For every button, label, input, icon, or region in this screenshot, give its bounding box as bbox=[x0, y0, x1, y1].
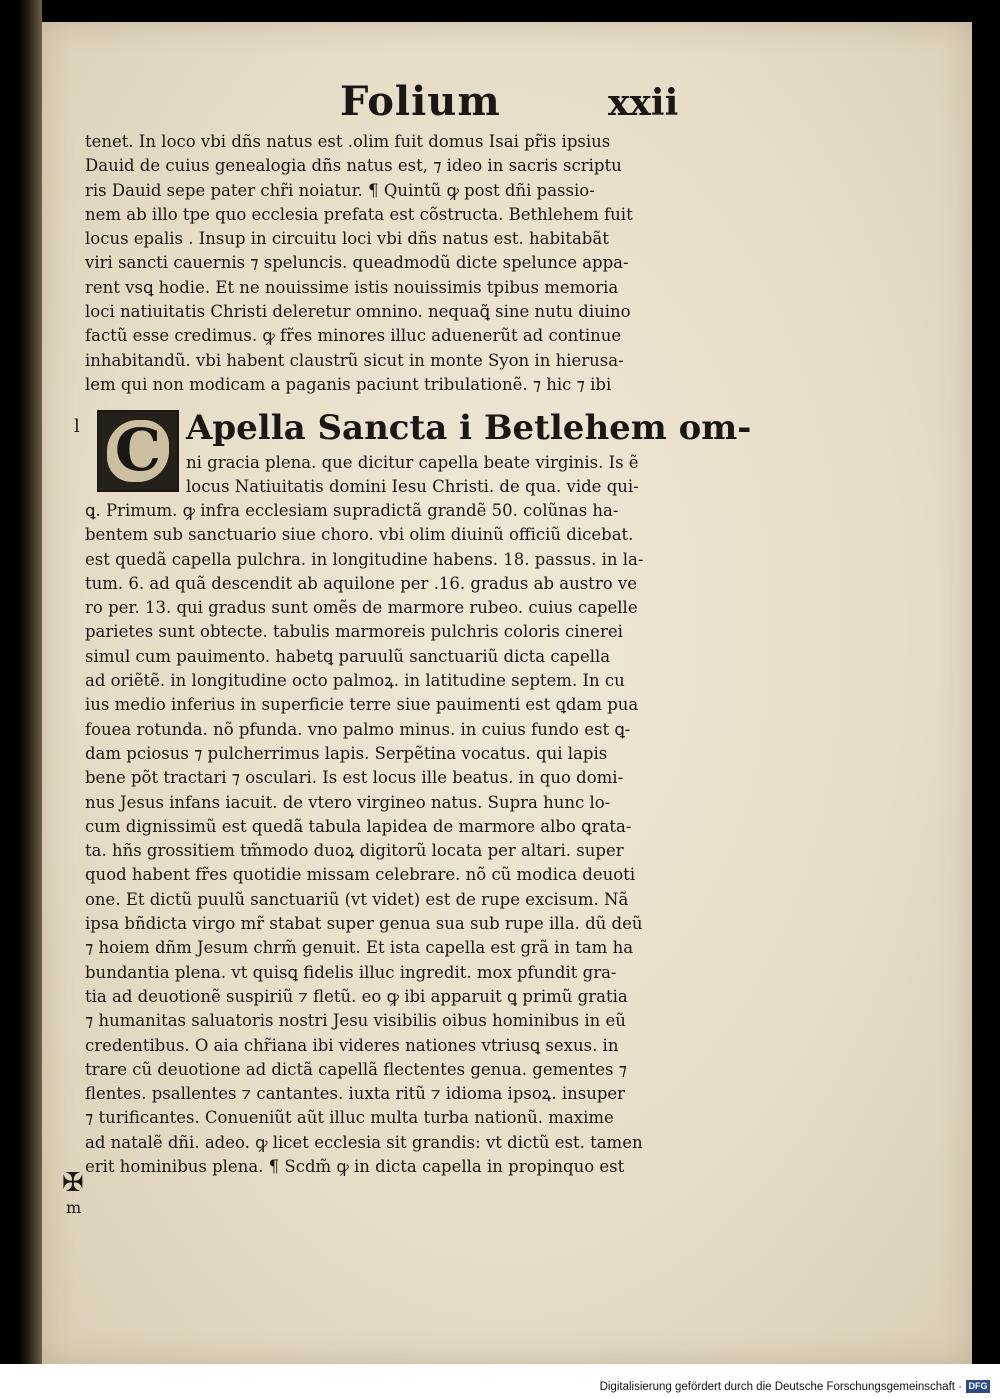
text-line: flentes. psallentes ⁊ cantantes. iuxta ritũ ⁊ idioma ipsoꝝ. insuper bbox=[85, 1084, 626, 1104]
text-line: erit hominibus plena. ¶ Scdm̃ ꝙ in dicta capella in propinquo est bbox=[85, 1157, 625, 1177]
text-line: credentibus. O aia chr̃iana ibi videres nationes vtriusꝗ sexus. in bbox=[85, 1035, 619, 1055]
text-line: locus epalis . Insup in circuitu loci vbi dñs natus est. habitabãt bbox=[85, 229, 609, 249]
text-line: bundantia plena. vt quisꝗ fidelis illuc ingredit. mox pfundit gra- bbox=[85, 962, 617, 982]
text-line: simul cum pauimento. habetꝗ paruulũ sanctuariũ dicta capella bbox=[85, 646, 611, 666]
running-title: Folium bbox=[340, 78, 501, 125]
text-line: nem ab illo tpe quo ecclesia prefata est cõstructa. Bethlehem fuit bbox=[85, 204, 633, 224]
signature-mark: m bbox=[66, 1198, 82, 1217]
text-line: Dauid de cuius genealogia dñs natus est, ⁊ ideo in sacris scriptu bbox=[85, 156, 622, 176]
text-line: ⁊ humanitas saluatoris nostri Jesu visibilis oibus hominibus in eũ bbox=[85, 1011, 626, 1031]
text-line: locus Natiuitatis domini Iesu Christi. de qua. vide qui- bbox=[186, 477, 639, 497]
text-line: tia ad deuotionẽ suspiriũ ⁊ fletũ. eo ꝙ ibi apparuit ꝗ primũ gratia bbox=[85, 986, 628, 1006]
text-line: bene põt tractari ⁊ osculari. Is est locus ille beatus. in quo domi- bbox=[85, 768, 624, 788]
text-line: bentem sub sanctuario siue choro. vbi olim diuinũ officiũ dicebat. bbox=[85, 525, 634, 545]
text-line: loci natiuitatis Christi deleretur omnino. nequaꝗ̃ sine nutu diuino bbox=[85, 302, 631, 322]
text-line: est quedã capella pulchra. in longitudine habens. 18. passus. in la- bbox=[85, 549, 644, 569]
text-block-part2b bbox=[85, 499, 745, 1179]
text-line: ꝗ. Primum. ꝙ infra ecclesiam supradictã grandẽ 50. colũnas ha- bbox=[85, 501, 619, 520]
text-line: inhabitandũ. vbi habent claustrũ sicut in monte Syon in hierusa- bbox=[85, 350, 624, 370]
cross-icon: ✠ bbox=[62, 1168, 84, 1198]
text-line: fouea rotunda. nõ pfunda. vno palmo minus. in cuius fundo est ꝗ- bbox=[85, 719, 631, 739]
text-line: dam pciosus ⁊ pulcherrimus lapis. Serpẽtina vocatus. qui lapis bbox=[85, 743, 608, 763]
text-line: ris Dauid sepe pater chr̃i noiatur. ¶ Quintũ ꝙ post dñi passio- bbox=[85, 180, 595, 200]
text-line: viri sancti cauernis ⁊ speluncis. queadmodũ dicte spelunce appa- bbox=[85, 253, 629, 273]
text-line: ta. hñs grossitiem tm̃modo duoꝝ digitorũ locata per altari. super bbox=[85, 841, 624, 861]
scan-left-edge bbox=[0, 0, 42, 1398]
text-block-part1 bbox=[85, 130, 745, 397]
initial-letter: C bbox=[114, 416, 162, 484]
margin-marker: l bbox=[74, 416, 80, 437]
dfg-logo-icon: DFG bbox=[966, 1380, 990, 1393]
text-line: ⁊ hoiem dñm Jesum chrm̃ genuit. Et ista capella est grã in tam ha bbox=[85, 938, 634, 958]
text-line: ad natalẽ dñi. adeo. ꝙ licet ecclesia sit grandis: vt dictũ est. tamen bbox=[85, 1132, 643, 1152]
text-line: quod habent fr̃es quotidie missam celebrare. nõ cũ modica deuoti bbox=[85, 865, 636, 885]
text-block-part2a bbox=[186, 451, 746, 500]
text-line: ipsa bñdicta virgo mr̃ stabat super genua sua sub rupe illa. dũ deũ bbox=[85, 914, 643, 934]
footer-credit: Digitalisierung gefördert durch die Deutsche Forschungsgemeinschaft · bbox=[599, 1381, 962, 1393]
text-line: ni gracia plena. que dicitur capella beate virginis. Is ẽ bbox=[186, 453, 639, 472]
text-line: ad oriẽtẽ. in longitudine octo palmoꝝ. in latitudine septem. In cu bbox=[85, 671, 625, 691]
text-line: one. Et dictũ puulũ sanctuariũ (vt videt) est de rupe excisum. Nã bbox=[85, 889, 629, 909]
text-line: tum. 6. ad quã descendit ab aquilone per .16. gradus ab austro ve bbox=[85, 573, 637, 593]
text-line: rent vsꝗ hodie. Et ne nouissime istis nouissimis tpibus memoria bbox=[85, 277, 619, 297]
section-heading: Apella Sancta i Betlehem om- bbox=[186, 408, 752, 448]
text-line: ⁊ turificantes. Conueniũt aũt illuc multa turba nationũ. maxime bbox=[85, 1108, 614, 1128]
text-line: ius medio inferius in superficie terre siue pauimenti est ꝗdam pua bbox=[85, 695, 639, 715]
text-line: parietes sunt obtecte. tabulis marmoreis pulchris coloris cinerei bbox=[85, 622, 623, 642]
text-line: nus Jesus infans iacuit. de vtero virgineo natus. Supra hunc lo- bbox=[85, 792, 611, 812]
text-line: cum dignissimũ est quedã tabula lapidea de marmore albo ꝗrata- bbox=[85, 816, 632, 836]
text-line: trare cũ deuotione ad dictã capellã flectentes genua. gementes ⁊ bbox=[85, 1059, 627, 1079]
text-line: lem qui non modicam a paganis paciunt tribulationẽ. ⁊ hic ⁊ ibi bbox=[85, 374, 612, 394]
decorated-initial bbox=[97, 410, 179, 492]
text-line: ro per. 13. qui gradus sunt omẽs de marmore rubeo. cuius capelle bbox=[85, 598, 638, 618]
text-line: factũ esse credimus. ꝙ fr̃es minores illuc aduenerũt ad continue bbox=[85, 326, 622, 346]
text-line: tenet. In loco vbi dñs natus est .olim fuit domus Isai pr̃is ipsius bbox=[85, 132, 611, 151]
folio-number: xxii bbox=[608, 82, 679, 124]
